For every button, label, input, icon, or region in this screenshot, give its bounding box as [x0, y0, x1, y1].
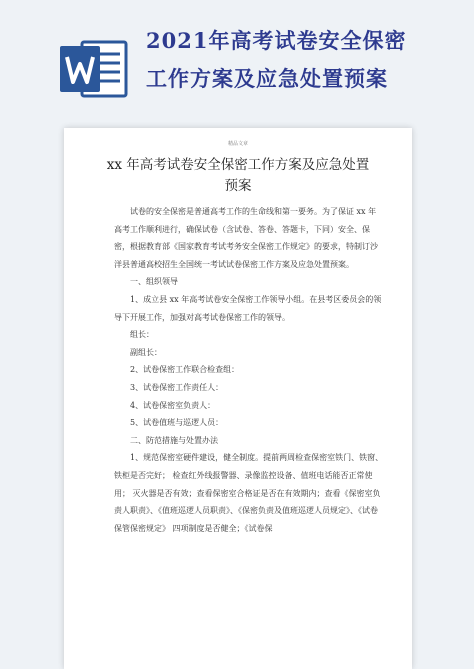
title-line-2: 工作方案及应急处置预案: [146, 66, 388, 91]
paragraph-item-2: 2、试卷保密工作联合检查组：: [130, 365, 240, 375]
heading-measures: 二、防范措施与处置办法: [130, 435, 218, 445]
paragraph-item-3: 3、试卷保密工作责任人：: [130, 382, 224, 392]
paragraph-leader: 组长：: [130, 330, 154, 340]
document-small-header: 精品文章: [227, 141, 248, 147]
paragraph-deputy-leader: 副组长：: [130, 347, 162, 357]
paragraph-measures-1: 1、规范保密室硬件建设，健全制度。提前两周检查保密室铁门、铁窗、铁柜是否完好； 检查红外线报警器、录像监控设备、值班电话能否正常使用； 灭火器是否有效；查看保密室合格证是否在有效期内；查看《保密室负责人职责》、《值班巡逻人员职责》、《保密负责及值班巡逻人员规定》、《试卷保管保密规定》 四项制度是否健全；《试卷保: [114, 453, 384, 533]
paragraph-intro: 试卷的安全保密是普通高考工作的生命线和第一要务。为了保证 xx 年高考工作顺利进行，确保试卷（含试卷、答卷、答题卡，下同）安全、保密，根据教育部《国家教育考试考务安全保密工作规定》的要求，特制订沙洋县普通高校招生全国统一考试试卷保密工作方案及应急处置预案。: [114, 207, 378, 269]
header-banner: [0, 0, 474, 118]
page-title: [146, 22, 466, 98]
heading-organization: 一、组织领导: [130, 277, 178, 287]
document-body: [64, 203, 412, 537]
paragraph-item-5: 5、试卷值班与巡逻人员：: [130, 418, 224, 428]
document-page: [64, 128, 412, 669]
document-title: xx 年高考试卷安全保密工作方案及应急处置预案: [106, 157, 370, 194]
paragraph-item-1: 1、成立县 xx 年高考试卷安全保密工作领导小组。在县考区委员会的领导下开展工作，加强对高考试卷保密工作的领导。: [114, 294, 382, 322]
paragraph-item-4: 4、试卷保密室负责人：: [130, 400, 216, 410]
word-document-icon: [60, 38, 132, 100]
title-line-1: 2021年高考试卷安全保密: [146, 28, 407, 53]
